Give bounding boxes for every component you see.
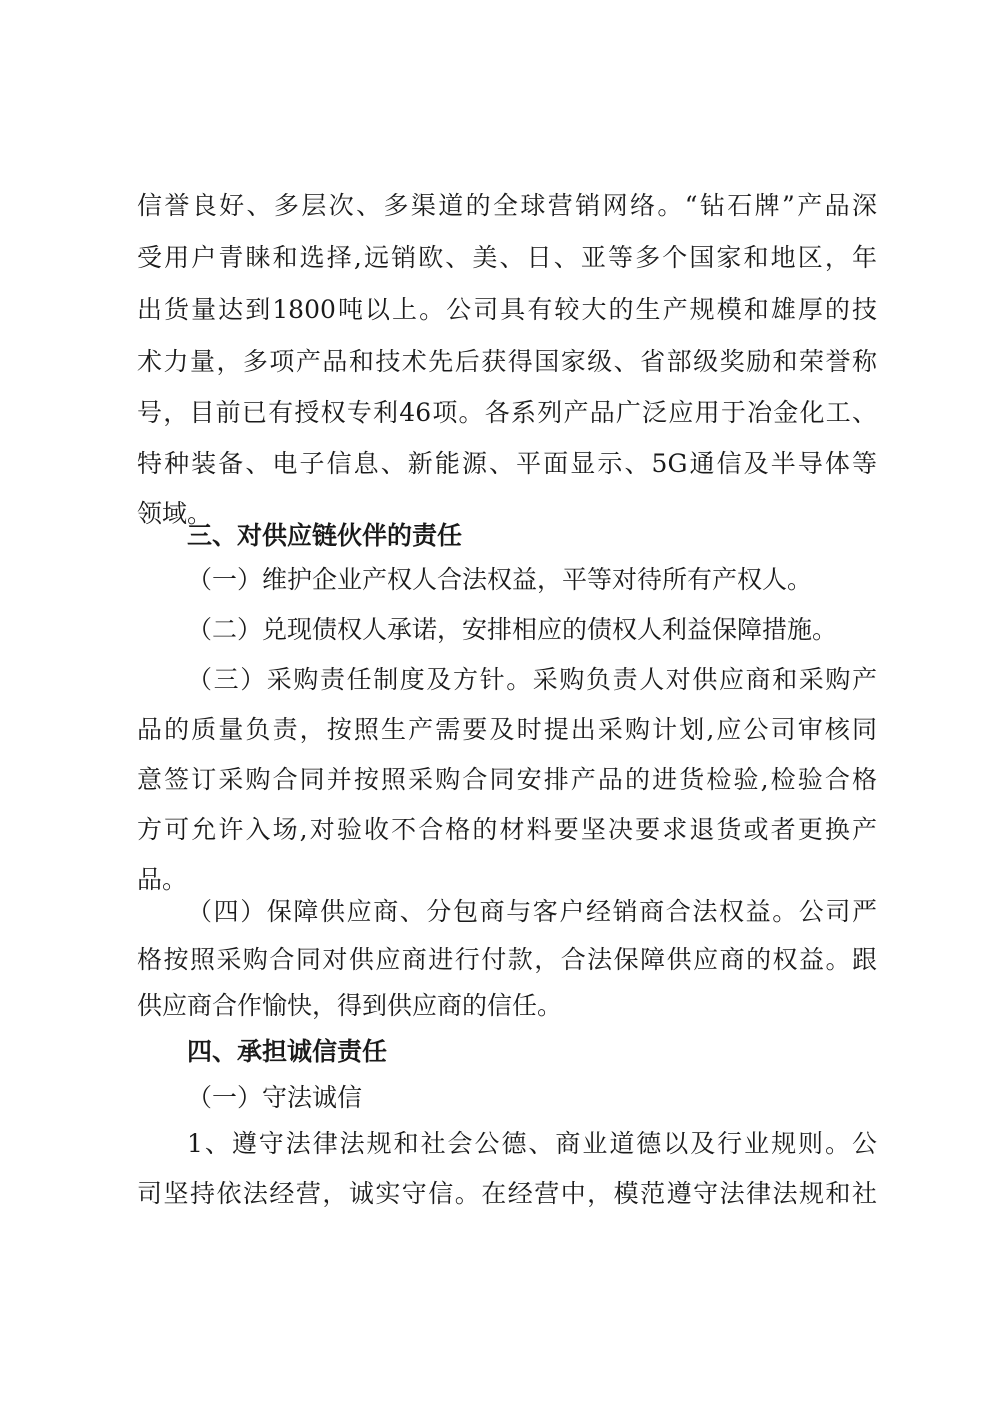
text-line: 特种装备、电子信息、新能源、平面显示、5G通信及半导体等 [137,449,877,478]
text-line: 格按照采购合同对供应商进行付款，合法保障供应商的权益。跟 [137,945,877,974]
text-line: 领域。 [137,499,213,528]
section-heading: 四、承担诚信责任 [187,1037,388,1066]
text-line: 品的质量负责，按照生产需要及时提出采购计划,应公司审核同 [137,715,877,744]
text-line: （一）守法诚信 [187,1083,363,1112]
text-line: 品。 [137,865,188,894]
text-line: （三）采购责任制度及方针。采购负责人对供应商和采购产 [187,665,877,694]
text-line: 供应商合作愉快，得到供应商的信任。 [137,991,563,1020]
text-line: 号，目前已有授权专利46项。各系列产品广泛应用于冶金化工、 [137,398,877,427]
text-line: 信誉良好、多层次、多渠道的全球营销网络。“钻石牌”产品深 [137,191,877,220]
text-line: 意签订采购合同并按照采购合同安排产品的进货检验,检验合格 [137,765,877,794]
text-line: 出货量达到1800吨以上。公司具有较大的生产规模和雄厚的技 [137,295,877,324]
text-line: 司坚持依法经营，诚实守信。在经营中，模范遵守法律法规和社 [137,1179,877,1208]
text-line: 方可允许入场,对验收不合格的材料要坚决要求退货或者更换产 [137,815,877,844]
section-heading: 三、对供应链伙伴的责任 [187,521,463,550]
text-line: 术力量，多项产品和技术先后获得国家级、省部级奖励和荣誉称 [137,347,877,376]
text-line: 受用户青睐和选择,远销欧、美、日、亚等多个国家和地区，年 [137,243,877,272]
text-line: （四）保障供应商、分包商与客户经销商合法权益。公司严 [187,897,877,926]
text-line: （二）兑现债权人承诺，安排相应的债权人利益保障措施。 [187,615,838,644]
text-line: （一）维护企业产权人合法权益，平等对待所有产权人。 [187,565,813,594]
text-line: 1、遵守法律法规和社会公德、商业道德以及行业规则。公 [187,1129,877,1158]
